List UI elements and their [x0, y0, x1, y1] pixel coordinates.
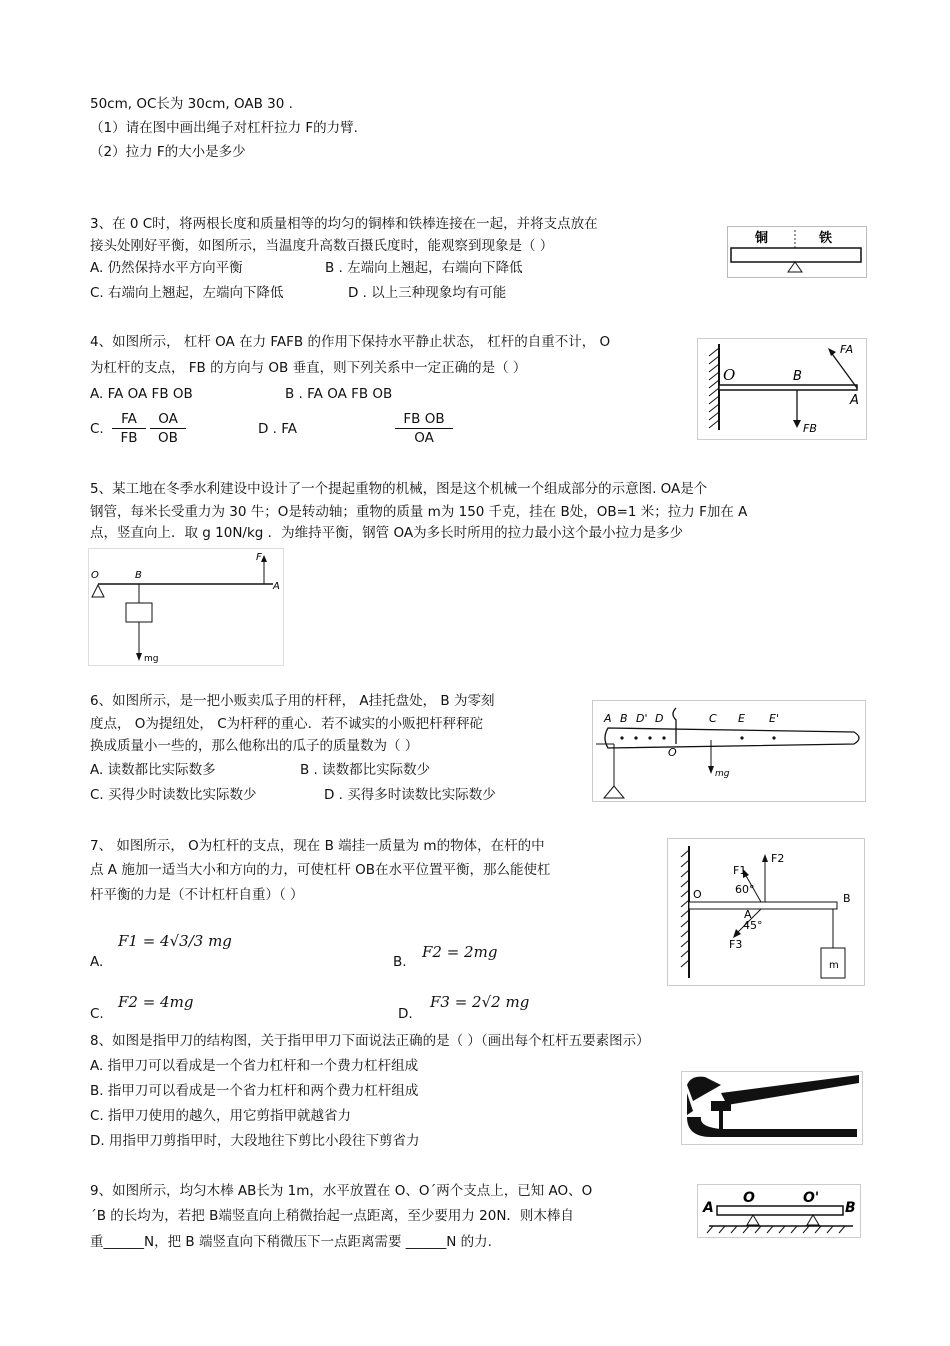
svg-text:A: A	[744, 908, 752, 921]
q2-given-line: 50cm, OC长为 30cm, OAB 30 .	[90, 96, 293, 112]
q7-option-b-label: B.	[393, 954, 407, 970]
svg-text:B: B	[845, 1200, 856, 1216]
svg-text:45°: 45°	[743, 919, 763, 932]
svg-text:F1: F1	[733, 864, 747, 877]
q3-copper-label: 铜	[755, 231, 769, 246]
q5-stem-line1: 5、某工地在冬季水利建设中设计了一个提起重物的机械，图是这个机械一个组成部分的示意图. OA是个	[90, 481, 708, 497]
svg-text:O: O	[723, 366, 736, 384]
q3-fulcrum	[788, 262, 802, 272]
q6-stem-line1: 6、如图所示，是一把小贩卖瓜子用的杆秤， A挂托盘处， B 为零刻	[90, 693, 495, 709]
q4-option-d: D . FA	[258, 421, 298, 437]
q7-figure	[667, 838, 865, 986]
svg-text:F3: F3	[729, 938, 743, 951]
svg-text:60°: 60°	[735, 883, 755, 896]
q9-figure	[697, 1184, 861, 1238]
q5-stem-line3: 点，竖直向上．取 g 10N/kg ．为维持平衡，钢管 OA为多长时所用的拉力最小这个最小拉力是多少	[90, 525, 684, 541]
q9-stem-line2: ´B 的长均为，若把 B端竖直向上稍微抬起一点距离，至少要用力 20N．则木棒自	[90, 1208, 574, 1224]
q9-stem-line1: 9、如图所示，均匀木棒 AB长为 1m，水平放置在 O、O´两个支点上，已知 AO、O	[90, 1183, 593, 1199]
q4-stem-line1: 4、如图所示， 杠杆 OA 在力 FAFB 的作用下保持水平静止状态， 杠杆的自重不计， O	[90, 334, 611, 350]
q6-figure	[592, 700, 866, 802]
svg-text:F2: F2	[771, 852, 785, 865]
svg-text:B: B	[620, 712, 628, 725]
q5-figure	[88, 548, 284, 666]
svg-text:O: O	[743, 1190, 755, 1206]
q4-figure	[697, 338, 867, 440]
q4-option-a: A. FA OA FB OB	[90, 386, 193, 402]
q9-stem-line3: 重______N，把 B 端竖直向下稍微压下一点距离需要 ______N 的力.	[90, 1234, 492, 1250]
q7-stem-line3: 杆平衡的力是（不计杠杆自重）（ ）	[90, 887, 304, 903]
q5-weight	[126, 603, 152, 622]
svg-text:O: O	[668, 746, 677, 759]
q4-d-frac: $\frac{\text{FB OB}}{OA}$	[395, 410, 453, 447]
svg-text:B: B	[793, 369, 802, 384]
q3-option-a: A. 仍然保持水平方向平衡	[90, 260, 243, 276]
svg-text:m: m	[829, 960, 839, 971]
q6-stem-line2: 度点， O为提纽处， C为杆秤的重心．若不诚实的小贩把杆秤秤砣	[90, 716, 484, 732]
q3-iron-label: 铁	[819, 231, 833, 246]
svg-text:A: A	[273, 581, 280, 592]
svg-text:mg: mg	[715, 769, 730, 779]
q2-part1: （1）请在图中画出绳子对杠杆拉力 F的力臂.	[90, 120, 358, 136]
q8-option-a: A. 指甲刀可以看成是一个省力杠杆和一个费力杠杆组成	[90, 1058, 419, 1074]
svg-text:A: A	[604, 712, 612, 725]
q7-lever	[689, 902, 837, 909]
svg-text:A: A	[850, 393, 859, 408]
q8-option-b: B. 指甲刀可以看成是一个省力杠杆和两个费力杠杆组成	[90, 1083, 419, 1099]
svg-text:E: E	[738, 712, 745, 725]
svg-text:B: B	[843, 892, 851, 905]
q8-figure	[681, 1071, 863, 1145]
q5-stem-line2: 钢管，每米长受重力为 30 牛；O是转动轴；重物的质量 m为 150 千克，挂在 B处，OB=1 米；拉力 F加在 A	[90, 504, 748, 520]
q3-option-b: B . 左端向上翘起，右端向下降低	[325, 260, 523, 276]
svg-text:D': D'	[636, 712, 648, 725]
svg-text:O: O	[693, 888, 702, 901]
q4-option-b: B . FA OA FB OB	[285, 386, 393, 402]
q7-option-c-label: C.	[90, 1006, 104, 1022]
svg-text:O': O'	[803, 1190, 820, 1206]
q7-stem-line2: 点 A 施加一适当大小和方向的力，可使杠杆 OB在水平位置平衡，那么能使杠	[90, 862, 551, 878]
q6-stem-line3: 换成质量小一些的，那么他称出的瓜子的质量数为（ ）	[90, 738, 419, 754]
svg-text:B: B	[135, 570, 142, 581]
q3-figure	[727, 226, 867, 278]
q8-lever-arm	[721, 1075, 859, 1105]
q4-stem-line2: 为杠杆的支点， FB 的方向与 OB 垂直，则下列关系中一定正确的是（ ）	[90, 360, 527, 376]
svg-text:O: O	[91, 570, 99, 581]
q3-option-c: C. 右端向上翘起，左端向下降低	[90, 285, 284, 301]
q6-option-a: A. 读数都比实际数多	[90, 762, 216, 778]
q7-option-c-formula: F2 = 4mg	[118, 993, 194, 1011]
q7-option-b-formula: F2 = 2mg	[422, 943, 498, 961]
svg-text:F: F	[256, 552, 262, 563]
q8-option-c: C. 指甲刀使用的越久，用它剪指甲就越省力	[90, 1108, 352, 1124]
q6-option-b: B . 读数都比实际数少	[300, 762, 431, 778]
q4-lever	[719, 385, 857, 390]
q3-stem-line2: 接头处刚好平衡，如图所示，当温度升高数百摄氏度时，能观察到现象是（ ）	[90, 238, 554, 254]
q3-bar	[731, 248, 861, 262]
q6-beam	[605, 728, 859, 748]
q6-tray	[604, 786, 624, 798]
q9-rod	[717, 1206, 843, 1215]
q4-option-c: C.	[90, 421, 104, 437]
svg-text:A: A	[703, 1200, 714, 1216]
q2-part2: （2）拉力 F的大小是多少	[90, 144, 246, 160]
q3-stem-line1: 3、在 0 C时，将两根长度和质量相等的均匀的铜棒和铁棒连接在一起，并将支点放在	[90, 216, 598, 232]
q4-fa-label: FA	[840, 343, 854, 356]
q6-option-c: C. 买得少时读数比实际数少	[90, 787, 257, 803]
svg-text:E': E'	[769, 712, 779, 725]
q4-c-frac-right: $\frac{OA}{OB}$	[150, 410, 186, 447]
q7-option-a-label: A.	[90, 954, 104, 970]
q7-option-a-formula: F1 = 4√3/3 mg	[118, 932, 232, 950]
svg-text:mg: mg	[144, 654, 159, 664]
q7-option-d-formula: F3 = 2√2 mg	[430, 993, 530, 1011]
q4-fb-label: FB	[803, 422, 817, 435]
q7-option-d-label: D.	[398, 1006, 413, 1022]
svg-text:D: D	[655, 712, 664, 725]
q8-stem: 8、如图是指甲刀的结构图，关于指甲甲刀下面说法正确的是（ ）（画出每个杠杆五要素图示）	[90, 1033, 650, 1049]
q8-option-d: D. 用指甲刀剪指甲时，大段地往下剪比小段往下剪省力	[90, 1133, 420, 1149]
q4-c-frac-left: $\frac{FA}{FB}$	[112, 410, 146, 447]
svg-text:C: C	[709, 712, 717, 725]
q6-option-d: D . 买得多时读数比实际数少	[324, 787, 496, 803]
q3-option-d: D . 以上三种现象均有可能	[348, 285, 507, 301]
q7-stem-line1: 7、 如图所示， O为杠杆的支点，现在 B 端挂一质量为 m的物体，在杆的中	[90, 838, 545, 854]
